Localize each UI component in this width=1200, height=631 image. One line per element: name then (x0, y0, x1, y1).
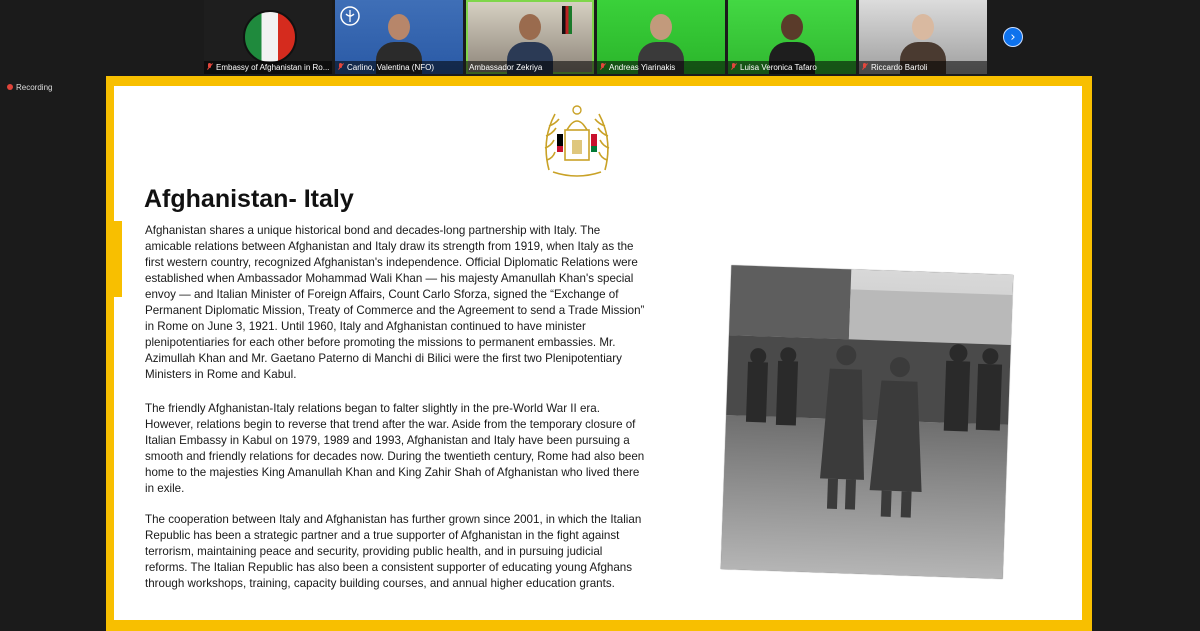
fao-logo (339, 5, 361, 27)
slide-paragraph: The cooperation between Italy and Afghanistan has further grown since 2001, in which the Italian Republic has been a strategic partner and a true supporter of Afghanistan in the fight against terrorism, maintaining peace and security, providing public health, and in pursuing judicial reforms. The Italian Republic has also been a consistent supporter of educating young Afghans through workshops, training, capacity building courses, and annual higher education grants. (145, 513, 642, 590)
slide-accent-bar (108, 221, 122, 297)
mic-muted-icon (731, 63, 737, 71)
participant-tile[interactable] (204, 0, 332, 74)
historical-photo (721, 265, 1013, 579)
participant-name-label: Ambassador Zekriya (466, 61, 594, 74)
mic-muted-icon (600, 63, 606, 71)
participant-tile[interactable] (597, 0, 725, 74)
participant-tile[interactable] (728, 0, 856, 74)
mic-muted-icon (207, 63, 213, 71)
slide-paragraph: The friendly Afghanistan-Italy relations began to falter slightly in the pre-World War II era. However, relations begin to reverse that trend after the war. Aside from the temporary closure of Italian Embassy in Kabul on 1979, 1989 and 1993, Afghanistan and Italy have been pursuing a smooth and friendly relations for decades now. During the twentieth century, Rome had also been home to the majesties King Amanullah Khan and King Zahir Shah of Afghanistan who lived there in exile. (145, 402, 645, 495)
embassy-logo (243, 10, 297, 64)
afghanistan-emblem (539, 100, 615, 180)
participant-name-label: Embassy of Afghanistan in Ro... (204, 61, 332, 74)
participant-name-label: Riccardo Bartoli (859, 61, 987, 74)
participant-name-label: Andreas Yiarinakis (597, 61, 725, 74)
participant-tile[interactable] (335, 0, 463, 74)
participant-name-label: Carlino, Valentina (NFO) (335, 61, 463, 74)
participant-tile[interactable] (466, 0, 594, 74)
recording-indicator[interactable]: Recording (7, 83, 52, 92)
record-icon (7, 84, 13, 90)
participant-name-label: Luisa Veronica Tafaro (728, 61, 856, 74)
slide-title: Afghanistan- Italy (144, 185, 354, 213)
flag (562, 6, 572, 34)
participant-tile[interactable] (859, 0, 987, 74)
next-participants-button[interactable] (1003, 27, 1023, 47)
chevron-right-icon: › (1010, 30, 1016, 45)
mic-muted-icon (862, 63, 868, 71)
participant-strip (204, 0, 987, 76)
slide-paragraph: Afghanistan shares a unique historical bond and decades-long partnership with Italy. The amicable relations between Afghanistan and Italy draw its strength from 1919, when Italy as the first western country, recognized Afghanistan's independence. Official Diplomatic Relations were established when Ambassador Mohammad Wali Khan — his majesty Amanullah Khan's special envoy — and Italian Minister of Foreign Affairs, Count Carlo Sforza, signed the “Exchange of Permanent Diplomatic Mission, Treaty of Commerce and the Agreement to send a Trade Mission” in Rome on June 3, 1921. Until 1960, Italy and Afghanistan continued to have minister plenipotentiaries for each other before promoting the missions to permanent embassies. Mr. Azimullah Khan and Mr. Gaetano Paterno di Manchi di Bilici were the first two Plenipotentiary Ministers in Rome and Kabul. (145, 224, 645, 381)
mic-muted-icon (338, 63, 344, 71)
